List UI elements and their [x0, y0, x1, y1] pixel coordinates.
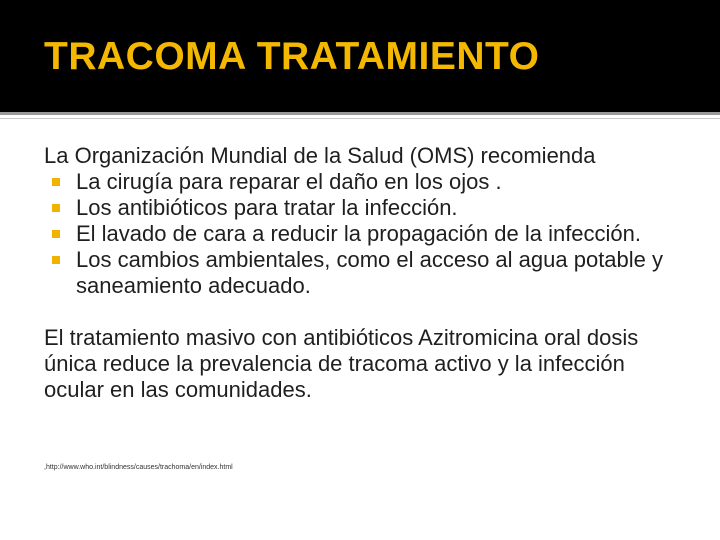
slide-body [44, 143, 684, 403]
bullet-text: El lavado de cara a reducir la propagación de la infección. [76, 221, 642, 246]
list-item [44, 195, 684, 221]
square-bullet-icon [52, 230, 60, 238]
list-item [44, 221, 684, 247]
bullet-text: Los cambios ambientales, como el acceso al agua potable y saneamiento adecuado. [76, 247, 664, 298]
divider-thick [0, 112, 720, 115]
bullet-text: La cirugía para reparar el daño en los ojos . [76, 169, 502, 194]
summary-paragraph: El tratamiento masivo con antibióticos Azitromicina oral dosis única reduce la prevalencia de tracoma activo y la infección ocular en las comunidades. [44, 325, 639, 402]
list-item [44, 169, 684, 195]
list-item [44, 247, 684, 299]
slide-title: TRACOMA TRATAMIENTO [44, 35, 540, 78]
intro-text: La Organización Mundial de la Salud (OMS) recomienda [44, 143, 596, 168]
bullet-list [44, 169, 684, 299]
square-bullet-icon [52, 178, 60, 186]
square-bullet-icon [52, 256, 60, 264]
source-link[interactable]: ,http://www.who.int/blindness/causes/trachoma/en/index.html [44, 464, 233, 471]
title-bar [0, 0, 720, 112]
bullet-text: Los antibióticos para tratar la infección. [76, 195, 458, 220]
divider-thin [0, 118, 720, 119]
square-bullet-icon [52, 204, 60, 212]
